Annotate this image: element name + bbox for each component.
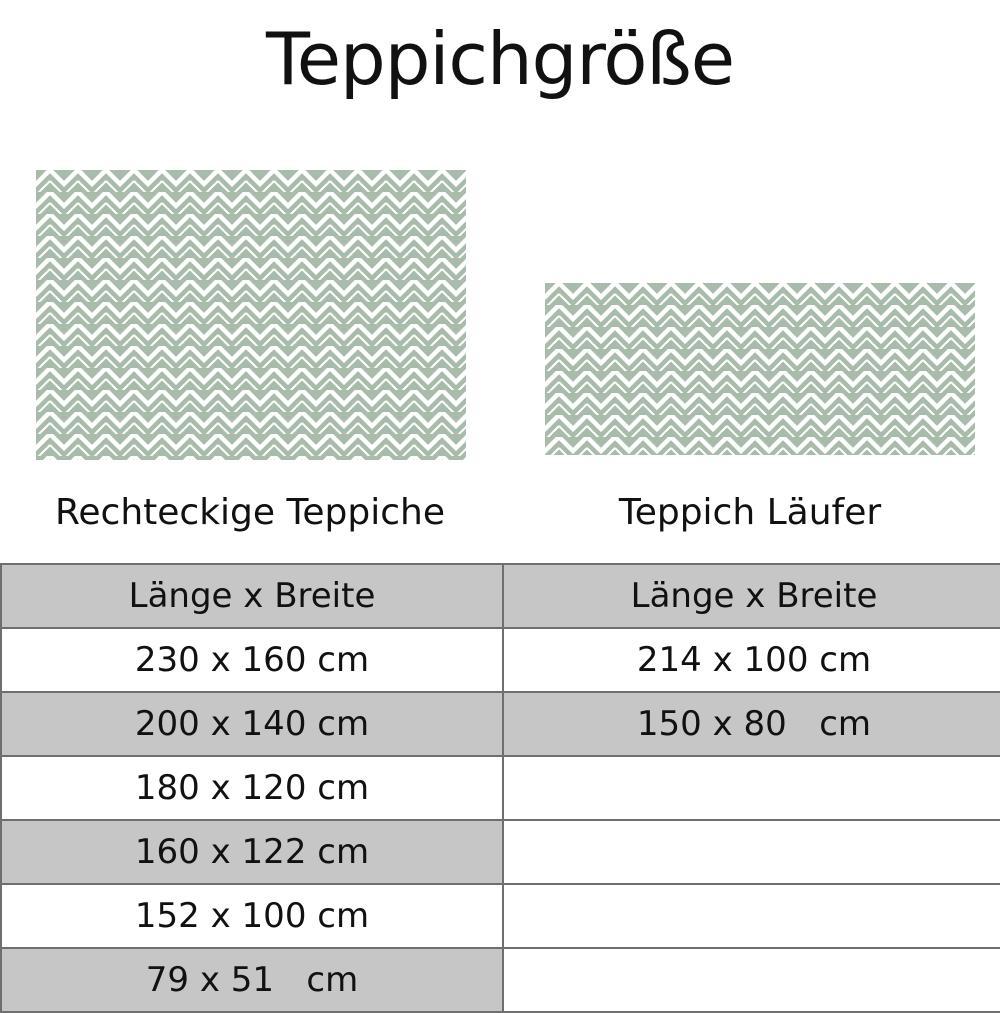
rect-size-3: 180 x 120 cm bbox=[1, 756, 503, 820]
size-table bbox=[0, 563, 1000, 1013]
chevron-pattern-icon bbox=[545, 283, 975, 455]
table-row bbox=[1, 692, 1000, 756]
runner-size-1: 214 x 100 cm bbox=[503, 628, 1000, 692]
table-row bbox=[1, 756, 1000, 820]
rectangular-rug-caption: Rechteckige Teppiche bbox=[55, 492, 445, 533]
runner-size-4-empty bbox=[503, 820, 1000, 884]
rect-size-5: 152 x 100 cm bbox=[1, 884, 503, 948]
header-runner-dimensions: Länge x Breite bbox=[503, 564, 1000, 628]
header-rect-dimensions: Länge x Breite bbox=[1, 564, 503, 628]
page-title: Teppichgröße bbox=[265, 17, 735, 101]
runner-rug-swatch bbox=[545, 283, 975, 455]
table-header-row bbox=[1, 564, 1000, 628]
rect-size-4: 160 x 122 cm bbox=[1, 820, 503, 884]
rect-size-6: 79 x 51 cm bbox=[1, 948, 503, 1012]
table-row bbox=[1, 948, 1000, 1012]
table-row bbox=[1, 820, 1000, 884]
rect-size-1: 230 x 160 cm bbox=[1, 628, 503, 692]
runner-size-5-empty bbox=[503, 884, 1000, 948]
table-row bbox=[1, 884, 1000, 948]
runner-size-6-empty bbox=[503, 948, 1000, 1012]
rectangular-rug-swatch bbox=[36, 170, 466, 460]
runner-rug-caption: Teppich Läufer bbox=[618, 492, 882, 533]
rect-size-2: 200 x 140 cm bbox=[1, 692, 503, 756]
runner-size-3-empty bbox=[503, 756, 1000, 820]
chevron-pattern-icon bbox=[36, 170, 466, 460]
table-row bbox=[1, 628, 1000, 692]
runner-size-2: 150 x 80 cm bbox=[503, 692, 1000, 756]
